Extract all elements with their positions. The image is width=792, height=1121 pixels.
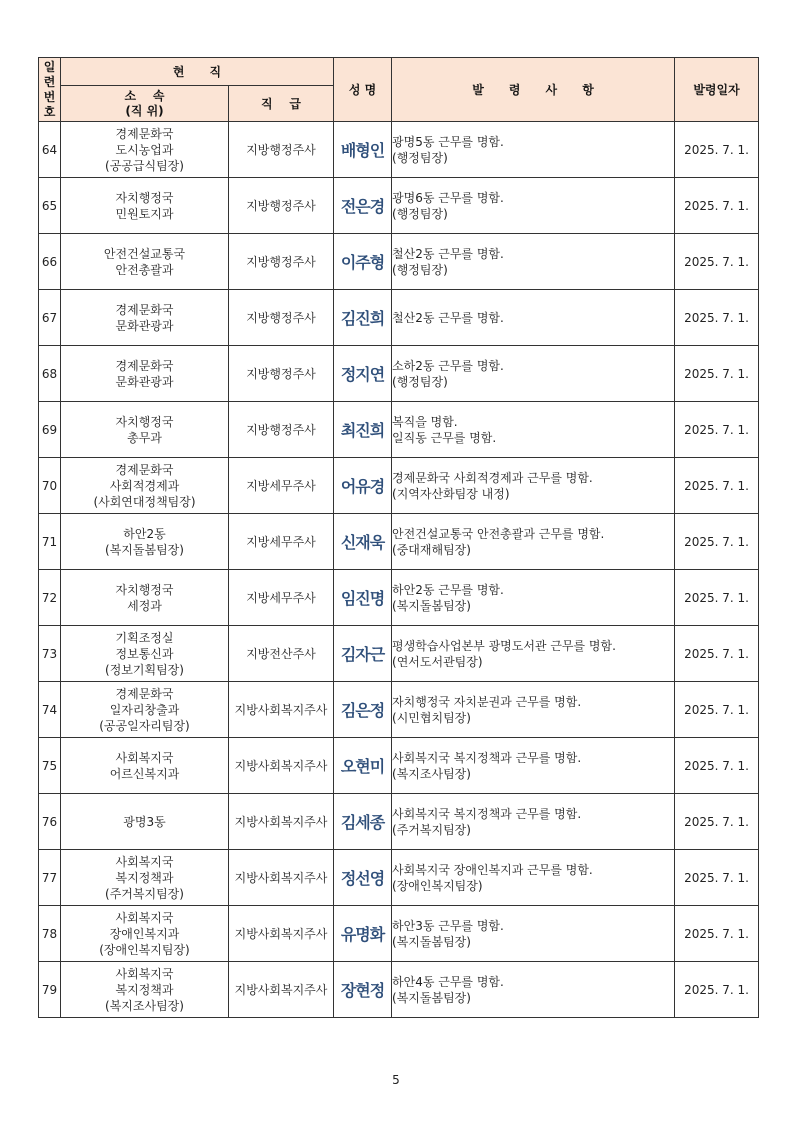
department-line: 경제문화국 (115, 686, 174, 701)
row-rank: 지방세무주사 (229, 570, 334, 626)
row-date: 2025. 7. 1. (675, 738, 759, 794)
row-order (392, 346, 675, 402)
table-row (39, 458, 759, 514)
order-line: 광명6동 근무를 명함. (392, 190, 504, 205)
row-department (61, 962, 229, 1018)
row-department (61, 346, 229, 402)
row-rank: 지방사회복지주사 (229, 738, 334, 794)
order-line: (행정팀장) (392, 150, 448, 165)
department-line: (복지조사팀장) (105, 998, 184, 1013)
row-date: 2025. 7. 1. (675, 122, 759, 178)
row-department (61, 122, 229, 178)
row-order (392, 514, 675, 570)
department-line: 복지정책과 (115, 982, 174, 997)
row-department (61, 738, 229, 794)
order-line: 하안4동 근무를 명함. (392, 974, 504, 989)
department-line: 자치행정국 (115, 582, 174, 597)
department-line: 자치행정국 (115, 190, 174, 205)
department-line: (장애인복지팀장) (99, 942, 190, 957)
table-row (39, 122, 759, 178)
row-department (61, 682, 229, 738)
row-date: 2025. 7. 1. (675, 458, 759, 514)
row-date: 2025. 7. 1. (675, 178, 759, 234)
row-department (61, 850, 229, 906)
row-date: 2025. 7. 1. (675, 514, 759, 570)
row-name: 배형인 (334, 122, 392, 178)
row-name: 유명화 (334, 906, 392, 962)
row-number: 69 (39, 402, 61, 458)
row-number: 68 (39, 346, 61, 402)
department-line: (복지돌봄팀장) (105, 542, 184, 557)
row-number: 77 (39, 850, 61, 906)
department-line: 경제문화국 (115, 462, 174, 477)
row-department (61, 514, 229, 570)
order-line: 광명5동 근무를 명함. (392, 134, 504, 149)
table-row (39, 234, 759, 290)
department-line: (정보기획팀장) (105, 662, 184, 677)
row-number: 74 (39, 682, 61, 738)
row-number: 79 (39, 962, 61, 1018)
order-line: (행정팀장) (392, 206, 448, 221)
department-line: 세정과 (127, 598, 162, 613)
order-line: (행정팀장) (392, 262, 448, 277)
row-name: 어유경 (334, 458, 392, 514)
order-line: 일직동 근무를 명함. (392, 430, 497, 445)
department-line: 경제문화국 (115, 302, 174, 317)
row-date: 2025. 7. 1. (675, 906, 759, 962)
order-line: 사회복지국 복지정책과 근무를 명함. (392, 806, 582, 821)
row-name: 신재욱 (334, 514, 392, 570)
order-line: (복지돌봄팀장) (392, 598, 471, 613)
table-row (39, 794, 759, 850)
row-order (392, 738, 675, 794)
row-date: 2025. 7. 1. (675, 402, 759, 458)
row-department (61, 290, 229, 346)
department-line: 장애인복지과 (109, 926, 180, 941)
row-number: 67 (39, 290, 61, 346)
header-date: 발령일자 (675, 58, 759, 122)
row-name: 최진희 (334, 402, 392, 458)
page-number: 5 (392, 1073, 400, 1087)
order-line: 안전건설교통국 안전총괄과 근무를 명함. (392, 526, 605, 541)
row-rank: 지방행정주사 (229, 346, 334, 402)
table-row (39, 178, 759, 234)
row-rank: 지방사회복지주사 (229, 850, 334, 906)
department-line: 사회복지국 (115, 854, 174, 869)
table-row (39, 626, 759, 682)
department-line: 민원토지과 (115, 206, 174, 221)
row-rank: 지방행정주사 (229, 234, 334, 290)
table-row (39, 850, 759, 906)
order-line: 사회복지국 장애인복지과 근무를 명함. (392, 862, 593, 877)
row-rank: 지방사회복지주사 (229, 906, 334, 962)
row-order (392, 402, 675, 458)
row-name: 김자근 (334, 626, 392, 682)
row-rank: 지방행정주사 (229, 402, 334, 458)
row-department (61, 570, 229, 626)
header-order: 발 령 사 항 (392, 58, 675, 122)
row-date: 2025. 7. 1. (675, 682, 759, 738)
department-line: 도시농업과 (115, 142, 174, 157)
row-order (392, 682, 675, 738)
row-order (392, 234, 675, 290)
table-row (39, 290, 759, 346)
order-line: (복지돌봄팀장) (392, 934, 471, 949)
table-row (39, 682, 759, 738)
department-line: 문화관광과 (115, 374, 174, 389)
department-line: 자치행정국 (115, 414, 174, 429)
department-line: 문화관광과 (115, 318, 174, 333)
department-line: 안전총괄과 (115, 262, 174, 277)
row-name: 김세종 (334, 794, 392, 850)
order-line: 하안3동 근무를 명함. (392, 918, 504, 933)
department-line: 하안2동 (123, 526, 166, 541)
department-line: 사회복지국 (115, 750, 174, 765)
row-name: 김진희 (334, 290, 392, 346)
row-order (392, 570, 675, 626)
row-number: 71 (39, 514, 61, 570)
row-department (61, 178, 229, 234)
row-date: 2025. 7. 1. (675, 962, 759, 1018)
row-name: 김은정 (334, 682, 392, 738)
row-rank: 지방행정주사 (229, 122, 334, 178)
row-department (61, 458, 229, 514)
row-order (392, 122, 675, 178)
row-rank: 지방사회복지주사 (229, 962, 334, 1018)
row-order (392, 906, 675, 962)
row-name: 장현정 (334, 962, 392, 1018)
order-line: (행정팀장) (392, 374, 448, 389)
row-number: 73 (39, 626, 61, 682)
row-rank: 지방사회복지주사 (229, 794, 334, 850)
row-order (392, 850, 675, 906)
order-line: (복지조사팀장) (392, 766, 471, 781)
department-line: (공공급식팀장) (105, 158, 184, 173)
row-rank: 지방행정주사 (229, 178, 334, 234)
department-line: 총무과 (127, 430, 162, 445)
order-line: 철산2동 근무를 명함. (392, 246, 504, 261)
header-dept: 소 속 (직 위) (61, 86, 229, 122)
row-rank: 지방전산주사 (229, 626, 334, 682)
order-line: (시민협치팀장) (392, 710, 471, 725)
department-line: 사회복지국 (115, 966, 174, 981)
personnel-order-table (38, 57, 759, 1018)
row-rank: 지방세무주사 (229, 514, 334, 570)
row-order (392, 626, 675, 682)
order-line: 평생학습사업본부 광명도서관 근무를 명함. (392, 638, 616, 653)
department-line: 사회적경제과 (109, 478, 180, 493)
department-line: 기획조정실 (115, 630, 174, 645)
row-date: 2025. 7. 1. (675, 570, 759, 626)
row-rank: 지방세무주사 (229, 458, 334, 514)
table-row (39, 402, 759, 458)
row-order (392, 178, 675, 234)
row-number: 66 (39, 234, 61, 290)
row-rank: 지방사회복지주사 (229, 682, 334, 738)
department-line: (공공일자리팀장) (99, 718, 190, 733)
department-line: 경제문화국 (115, 358, 174, 373)
row-number: 64 (39, 122, 61, 178)
row-number: 76 (39, 794, 61, 850)
row-number: 65 (39, 178, 61, 234)
order-line: (주거복지팀장) (392, 822, 471, 837)
header-serial-number: 일 련 번 호 (39, 58, 61, 122)
row-date: 2025. 7. 1. (675, 850, 759, 906)
department-line: 안전건설교통국 (103, 246, 186, 261)
department-line: 사회복지국 (115, 910, 174, 925)
row-order (392, 458, 675, 514)
row-date: 2025. 7. 1. (675, 794, 759, 850)
header-name: 성 명 (334, 58, 392, 122)
department-line: 광명3동 (123, 814, 166, 829)
row-department (61, 794, 229, 850)
row-order (392, 962, 675, 1018)
order-line: 소하2동 근무를 명함. (392, 358, 504, 373)
row-name: 정선영 (334, 850, 392, 906)
order-line: 하안2동 근무를 명함. (392, 582, 504, 597)
row-date: 2025. 7. 1. (675, 346, 759, 402)
order-line: (장애인복지팀장) (392, 878, 483, 893)
row-date: 2025. 7. 1. (675, 626, 759, 682)
order-line: (중대재해팀장) (392, 542, 471, 557)
department-line: 정보통신과 (115, 646, 174, 661)
row-date: 2025. 7. 1. (675, 290, 759, 346)
row-department (61, 906, 229, 962)
order-line: 경제문화국 사회적경제과 근무를 명함. (392, 470, 593, 485)
department-line: (사회연대정책팀장) (93, 494, 196, 509)
department-line: (주거복지팀장) (105, 886, 184, 901)
row-name: 전은경 (334, 178, 392, 234)
header-rank: 직 급 (229, 86, 334, 122)
row-number: 78 (39, 906, 61, 962)
table-row (39, 570, 759, 626)
order-line: 복직을 명함. (392, 414, 458, 429)
row-name: 오현미 (334, 738, 392, 794)
row-department (61, 402, 229, 458)
order-line: 사회복지국 복지정책과 근무를 명함. (392, 750, 582, 765)
row-rank: 지방행정주사 (229, 290, 334, 346)
department-line: 어르신복지과 (109, 766, 180, 781)
row-name: 정지연 (334, 346, 392, 402)
order-line: (연서도서관팀장) (392, 654, 483, 669)
department-line: 일자리창출과 (109, 702, 180, 717)
table-row (39, 738, 759, 794)
row-department (61, 626, 229, 682)
order-line: 자치행정국 자치분권과 근무를 명함. (392, 694, 582, 709)
table-row (39, 514, 759, 570)
table-row (39, 906, 759, 962)
order-line: (지역자산화팀장 내정) (392, 486, 510, 501)
department-line: 복지정책과 (115, 870, 174, 885)
department-line: 경제문화국 (115, 126, 174, 141)
order-line: 철산2동 근무를 명함. (392, 310, 504, 325)
table-row (39, 962, 759, 1018)
row-name: 임진명 (334, 570, 392, 626)
row-order (392, 794, 675, 850)
order-line: (복지돌봄팀장) (392, 990, 471, 1005)
row-number: 75 (39, 738, 61, 794)
table-row (39, 346, 759, 402)
row-number: 72 (39, 570, 61, 626)
row-order (392, 290, 675, 346)
row-number: 70 (39, 458, 61, 514)
header-current-position: 현 직 (61, 58, 334, 86)
row-date: 2025. 7. 1. (675, 234, 759, 290)
row-name: 이주형 (334, 234, 392, 290)
row-department (61, 234, 229, 290)
